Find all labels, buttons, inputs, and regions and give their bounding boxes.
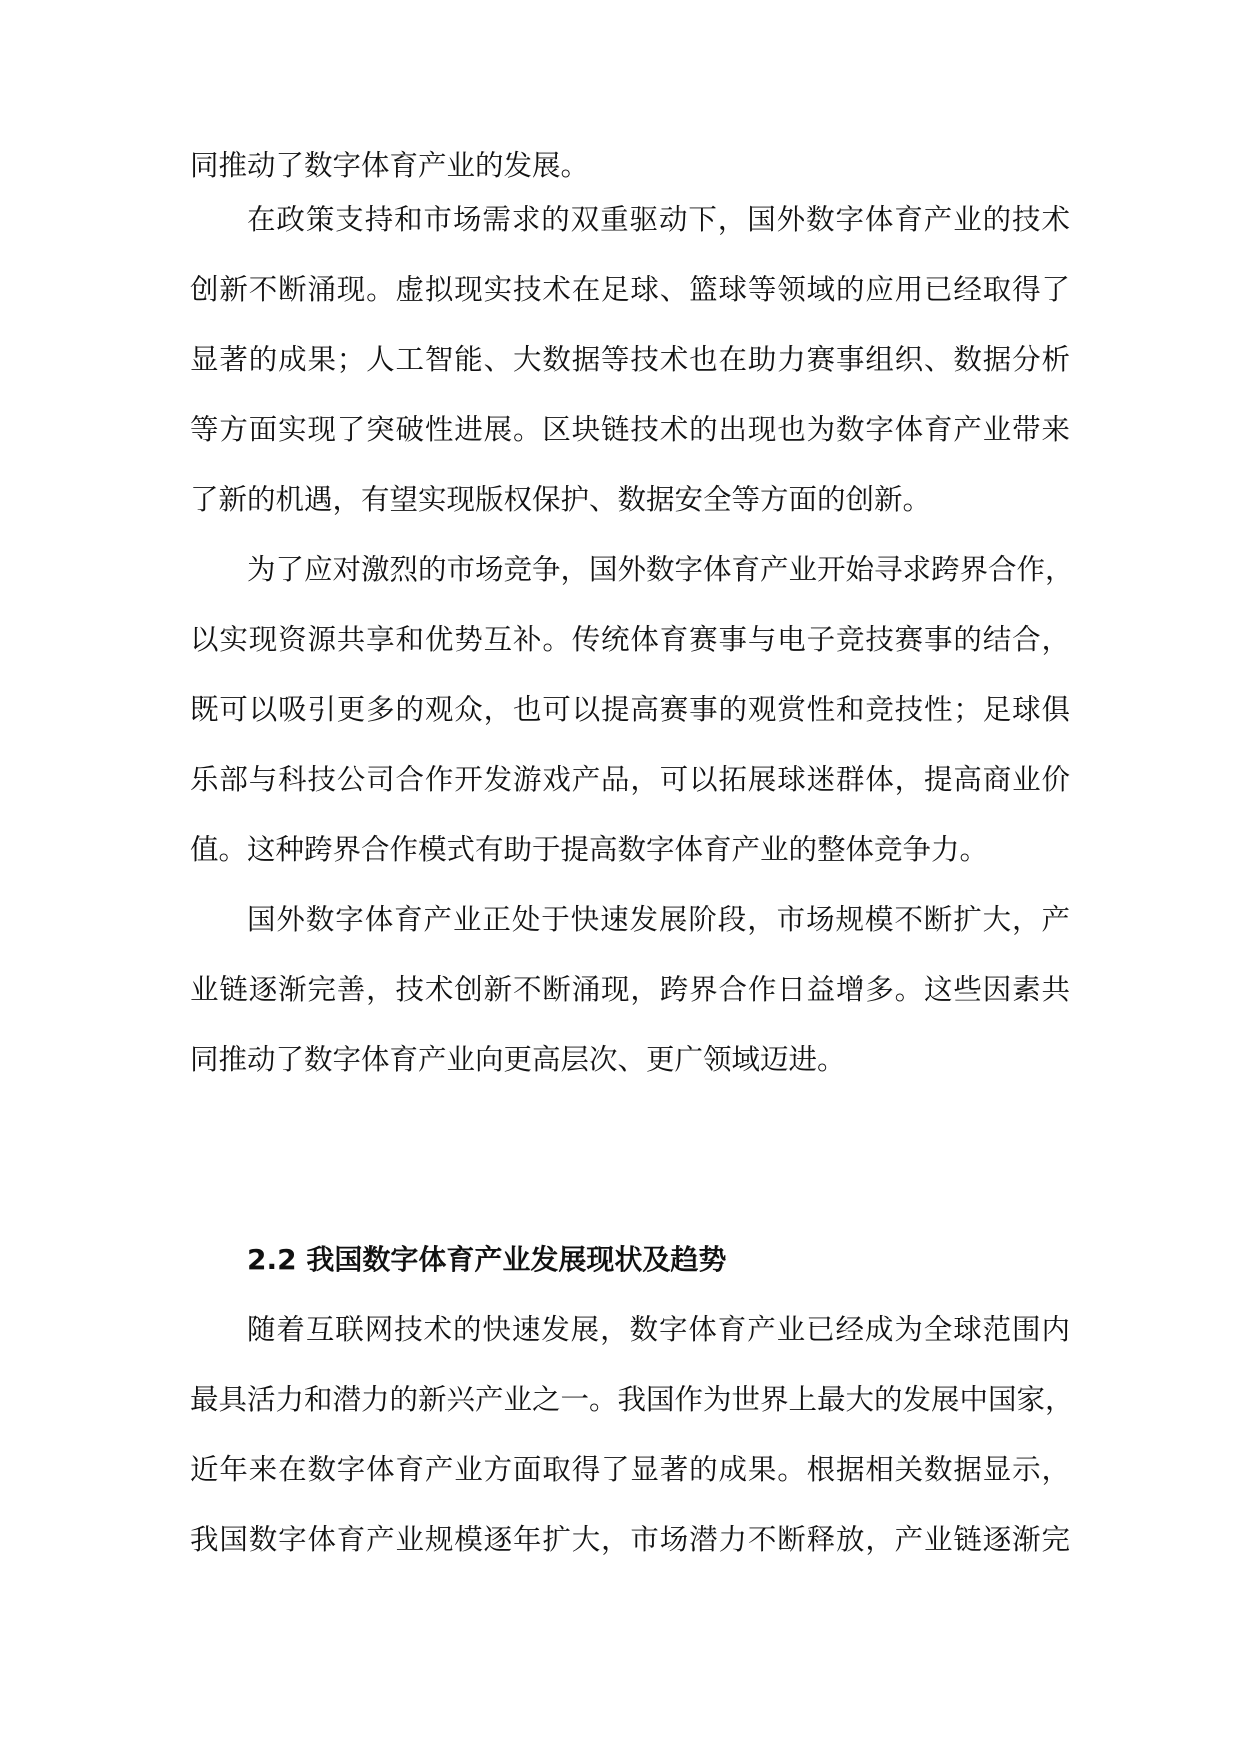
- paragraph-line: 等方面实现了突破性进展。区块链技术的出现也为数字体育产业带来: [190, 413, 1070, 446]
- paragraph-line: 显著的成果；人工智能、大数据等技术也在助力赛事组织、数据分析: [190, 343, 1070, 376]
- paragraph-line: 国外数字体育产业正处于快速发展阶段，市场规模不断扩大，产: [247, 903, 1070, 936]
- paragraph-line: 在政策支持和市场需求的双重驱动下，国外数字体育产业的技术: [247, 203, 1070, 236]
- paragraph-line: 最具活力和潜力的新兴产业之一。我国作为世界上最大的发展中国家，: [190, 1383, 1074, 1416]
- paragraph-line: 近年来在数字体育产业方面取得了显著的成果。根据相关数据显示，: [190, 1453, 1070, 1486]
- paragraph-line: 以实现资源共享和优势互补。传统体育赛事与电子竞技赛事的结合，: [190, 623, 1070, 656]
- paragraph-line: 为了应对激烈的市场竞争，国外数字体育产业开始寻求跨界合作，: [247, 553, 1074, 586]
- paragraph-line: 了新的机遇，有望实现版权保护、数据安全等方面的创新。: [190, 483, 932, 516]
- paragraph-line: 值。这种跨界合作模式有助于提高数字体育产业的整体竞争力。: [190, 833, 989, 866]
- paragraph-line: 业链逐渐完善，技术创新不断涌现，跨界合作日益增多。这些因素共: [190, 973, 1070, 1006]
- paragraph-line: 我国数字体育产业规模逐年扩大，市场潜力不断释放，产业链逐渐完: [190, 1523, 1070, 1556]
- paragraph-line: 创新不断涌现。虚拟现实技术在足球、篮球等领域的应用已经取得了: [190, 273, 1070, 306]
- paragraph-line: 既可以吸引更多的观众，也可以提高赛事的观赏性和竞技性；足球俱: [190, 693, 1070, 726]
- section-heading: 2.2 我国数字体育产业发展现状及趋势: [247, 1243, 727, 1276]
- paragraph-line: 同推动了数字体育产业的发展。: [190, 149, 590, 182]
- paragraph-line: 乐部与科技公司合作开发游戏产品，可以拓展球迷群体，提高商业价: [190, 763, 1070, 796]
- paragraph-line: 随着互联网技术的快速发展，数字体育产业已经成为全球范围内: [247, 1313, 1070, 1346]
- paragraph-line: 同推动了数字体育产业向更高层次、更广领域迈进。: [190, 1043, 846, 1076]
